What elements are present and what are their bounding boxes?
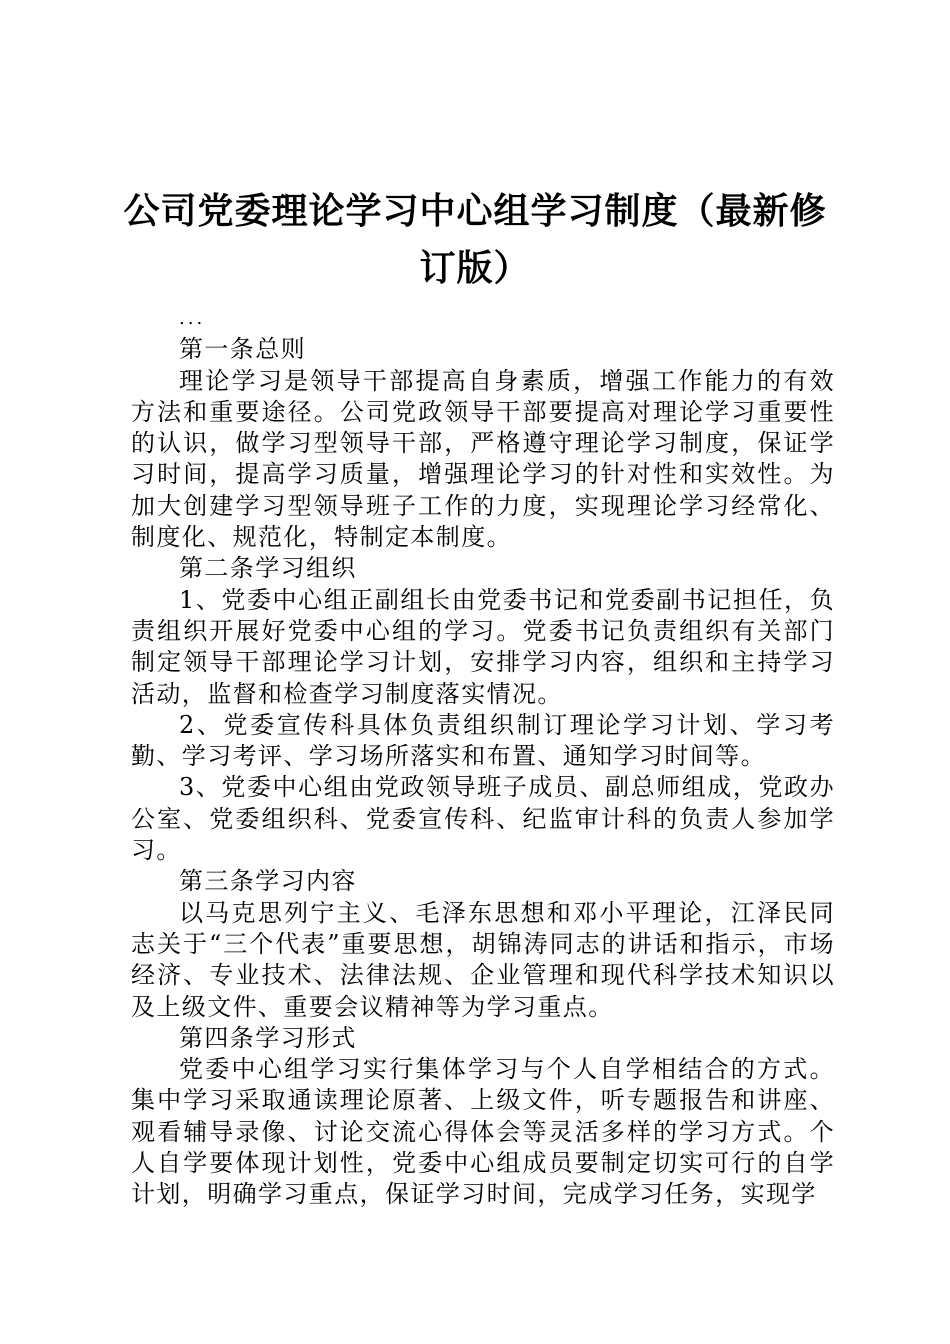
ellipsis-marker: ...: [179, 308, 206, 329]
organization-item-3: 3、党委中心组由党政领导班子成员、副总师组成，党政办公室、党委组织科、党委宣传科、纪监审计科的负责人参加学习。: [131, 773, 835, 865]
section-heading-3: 第三条学习内容: [179, 867, 357, 896]
document-title: 公司党委理论学习中心组学习制度（最新修订版）: [123, 191, 827, 289]
organization-item-2: 2、党委宣传科具体负责组织制订理论学习计划、学习考勤、学习考评、学习场所落实和布置、通知学习时间等。: [131, 710, 835, 771]
general-provisions-paragraph: 理论学习是领导干部提高自身素质，增强工作能力的有效方法和重要途径。公司党政领导干部要提高对理论学习重要性的认识，做学习型领导干部，严格遵守理论学习制度，保证学习时间，提高学习质量，增强理论学习的针对性和实效性。为加大创建学习型领导班子工作的力度，实现理论学习经常化、制度化、规范化，特制定本制度。: [131, 366, 835, 552]
section-heading-2: 第二条学习组织: [179, 554, 357, 583]
section-heading-1: 第一条总则: [179, 335, 306, 364]
organization-item-1: 1、党委中心组正副组长由党委书记和党委副书记担任，负责组织开展好党委中心组的学习。党委书记负责组织有关部门制定领导干部理论学习计划，安排学习内容，组织和主持学习活动，监督和检查学习制度落实情况。: [131, 585, 835, 708]
section-heading-4: 第四条学习形式: [179, 1023, 357, 1052]
document-body: [131, 303, 835, 1211]
study-form-paragraph: 党委中心组学习实行集体学习与个人自学相结合的方式。集中学习采取通读理论原著、上级文件，听专题报告和讲座、观看辅导录像、讨论交流心得体会等灵活多样的学习方式。个人自学要体现计划性，党委中心组成员要制定切实可行的自学计划，明确学习重点，保证学习时间，完成学习任务，实现学: [131, 1055, 835, 1209]
study-content-paragraph: 以马克思列宁主义、毛泽东思想和邓小平理论，江泽民同志关于“三个代表”重要思想，胡锦涛同志的讲话和指示，市场经济、专业技术、法律法规、企业管理和现代科学技术知识以及上级文件、重要会议精神等为学习重点。: [131, 898, 835, 1021]
